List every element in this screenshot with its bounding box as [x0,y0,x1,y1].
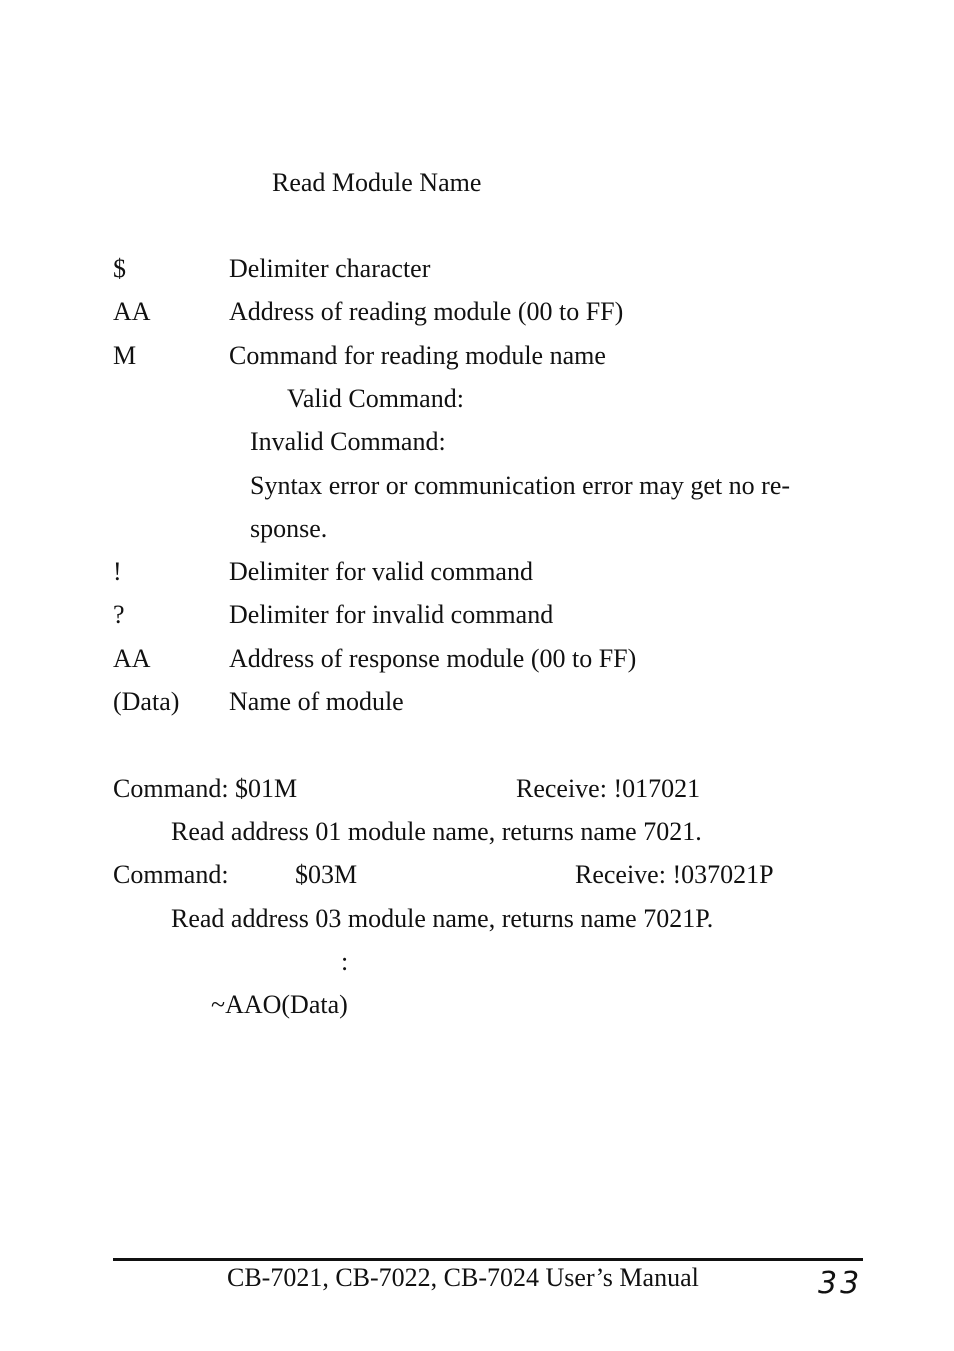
response-param-symbol: (Data) [113,687,180,716]
valid-command-label: Valid Command: [287,384,464,413]
example-command-label: Command: [113,860,229,889]
invalid-command-label: Invalid Command: [250,427,446,456]
example-command: Command: $01M [113,774,298,803]
related-command: ~AAO(Data) [211,990,348,1019]
param-symbol: AA [113,297,151,326]
footer-manual-title: CB-7021, CB-7022, CB-7024 User’s Manual [227,1263,699,1292]
error-note-line2: sponse. [250,514,328,543]
example-receive: Receive: !037021P [575,860,774,889]
response-param-symbol: ? [113,600,125,629]
page-number: 33 [818,1266,863,1301]
response-param-description: Delimiter for valid command [229,557,533,586]
param-description: Delimiter character [229,254,431,283]
example-note: Read address 01 module name, returns name 7021. [171,817,702,846]
example-note: Read address 03 module name, returns name 7021P. [171,904,714,933]
error-note-line1: Syntax error or communication error may get no re- [250,471,791,500]
example-receive: Receive: !017021 [516,774,701,803]
response-param-symbol: AA [113,644,151,673]
param-description: Command for reading module name [229,341,606,370]
example-command-value: $03M [295,860,358,889]
param-symbol: $ [113,254,126,283]
response-param-symbol: ! [113,557,122,586]
param-symbol: M [113,341,137,370]
response-param-description: Address of response module (00 to FF) [229,644,637,673]
footer-rule [113,1258,863,1261]
param-description: Address of reading module (00 to FF) [229,297,624,326]
response-param-description: Name of module [229,687,404,716]
related-colon: : [341,947,349,976]
section-title: Read Module Name [272,168,482,197]
response-param-description: Delimiter for invalid command [229,600,554,629]
